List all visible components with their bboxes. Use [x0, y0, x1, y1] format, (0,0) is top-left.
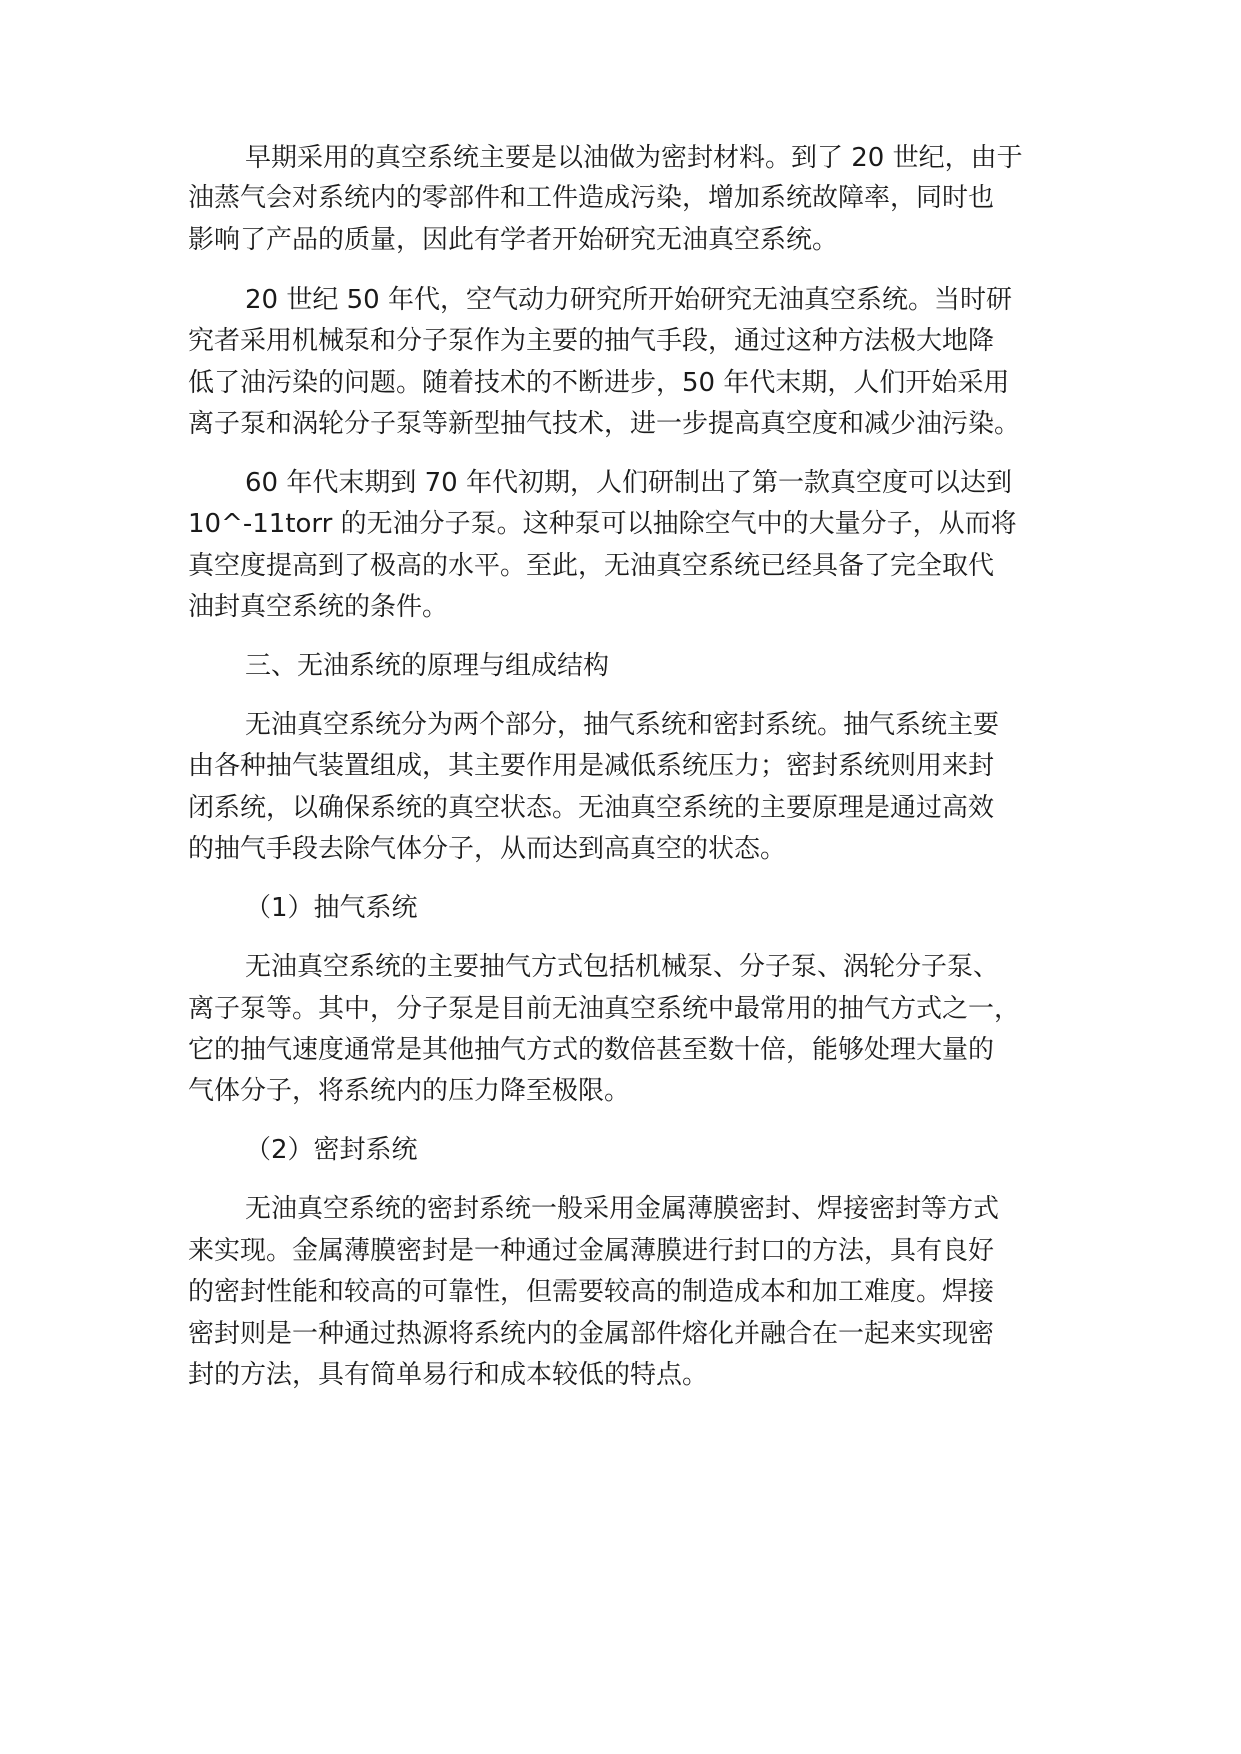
paragraph-2-line-4: 离子泵和涡轮分子泵等新型抽气技术，进一步提高真空度和减少油污染。 — [188, 409, 1021, 439]
paragraph-6-line-1: 无油真空系统的密封系统一般采用金属薄膜密封、焊接密封等方式 — [245, 1194, 1000, 1224]
paragraph-6-line-2: 来实现。金属薄膜密封是一种通过金属薄膜进行封口的方法，具有良好 — [188, 1236, 995, 1266]
paragraph-2-line-2: 究者采用机械泵和分子泵作为主要的抽气手段，通过这种方法极大地降 — [188, 326, 995, 356]
paragraph-4-line-4: 的抽气手段去除气体分子，从而达到高真空的状态。 — [188, 834, 787, 864]
subheading-pumping-system: （1）抽气系统 — [245, 893, 418, 923]
paragraph-1-line-1: 早期采用的真空系统主要是以油做为密封材料。到了 20 世纪，由于 — [245, 143, 1023, 173]
paragraph-3-line-3: 真空度提高到了极高的水平。至此，无油真空系统已经具备了完全取代 — [188, 551, 995, 581]
paragraph-2-line-1: 20 世纪 50 年代，空气动力研究所开始研究无油真空系统。当时研 — [245, 285, 1012, 315]
paragraph-3-line-2: 10^-11torr 的无油分子泵。这种泵可以抽除空气中的大量分子，从而将 — [188, 509, 1017, 539]
paragraph-3-line-1: 60 年代末期到 70 年代初期，人们研制出了第一款真空度可以达到 — [245, 468, 1012, 498]
paragraph-3-line-4: 油封真空系统的条件。 — [188, 592, 449, 622]
paragraph-2-line-3: 低了油污染的问题。随着技术的不断进步，50 年代末期，人们开始采用 — [188, 368, 1010, 398]
paragraph-4-line-3: 闭系统，以确保系统的真空状态。无油真空系统的主要原理是通过高效 — [188, 793, 995, 823]
paragraph-5-line-4: 气体分子，将系统内的压力降至极限。 — [188, 1076, 631, 1106]
paragraph-5-line-1: 无油真空系统的主要抽气方式包括机械泵、分子泵、涡轮分子泵、 — [245, 952, 1000, 982]
paragraph-1-line-2: 油蒸气会对系统内的零部件和工件造成污染，增加系统故障率，同时也 — [188, 183, 995, 213]
paragraph-5-line-3: 它的抽气速度通常是其他抽气方式的数倍甚至数十倍，能够处理大量的 — [188, 1035, 995, 1065]
paragraph-5-line-2: 离子泵等。其中，分子泵是目前无油真空系统中最常用的抽气方式之一， — [188, 994, 1021, 1024]
paragraph-4-line-2: 由各种抽气装置组成，其主要作用是减低系统压力；密封系统则用来封 — [188, 751, 995, 781]
paragraph-1-line-3: 影响了产品的质量，因此有学者开始研究无油真空系统。 — [188, 225, 839, 255]
subheading-sealing-system: （2）密封系统 — [245, 1135, 418, 1165]
section-heading: 三、无油系统的原理与组成结构 — [245, 651, 610, 681]
paragraph-6-line-5: 封的方法，具有简单易行和成本较低的特点。 — [188, 1360, 709, 1390]
paragraph-4-line-1: 无油真空系统分为两个部分，抽气系统和密封系统。抽气系统主要 — [245, 710, 1000, 740]
paragraph-6-line-3: 的密封性能和较高的可靠性，但需要较高的制造成本和加工难度。焊接 — [188, 1277, 995, 1307]
paragraph-6-line-4: 密封则是一种通过热源将系统内的金属部件熔化并融合在一起来实现密 — [188, 1319, 995, 1349]
